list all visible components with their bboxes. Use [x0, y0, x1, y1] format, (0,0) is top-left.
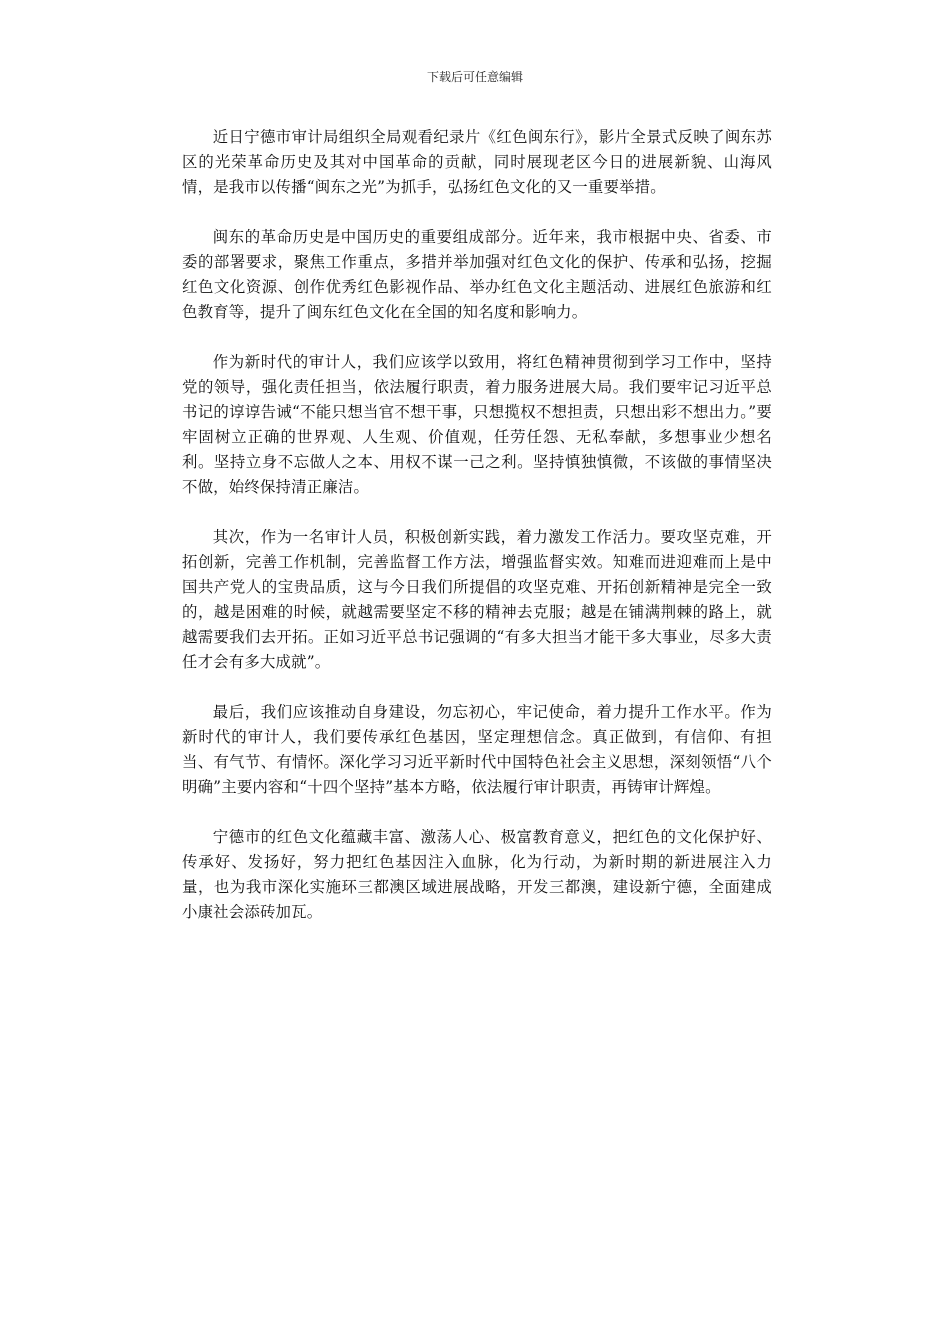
paragraph-3: 作为新时代的审计人，我们应该学以致用，将红色精神贯彻到学习工作中，坚持党的领导，强化责任担当，依法履行职责，着力服务进展大局。我们要牢记习近平总书记的谆谆告诫“不能只想当官不想干事，只想揽权不想担责，只想出彩不想出力。”要牢固树立正确的世界观、人生观、价值观，任劳任怨、无私奉献，多想事业少想名利。坚持立身不忘做人之本、用权不谋一己之利。坚持慎独慎微，不该做的事情坚决不做，始终保持清正廉洁。: [182, 353, 772, 496]
paragraph-4: 其次，作为一名审计人员，积极创新实践，着力激发工作活力。要攻坚克难，开拓创新，完善工作机制，完善监督工作方法，增强监督实效。知难而进迎难而上是中国共产党人的宝贵品质，这与今日我们所提倡的攻坚克难、开拓创新精神是完全一致的，越是困难的时候，就越需要坚定不移的精神去克服；越是在铺满荆棘的路上，就越需要我们去开拓。正如习近平总书记强调的“有多大担当才能干多大事业，尽多大责任才会有多大成就”。: [182, 528, 772, 671]
paragraph-2: 闽东的革命历史是中国历史的重要组成部分。近年来，我市根据中央、省委、市委的部署要求，聚焦工作重点，多措并举加强对红色文化的保护、传承和弘扬，挖掘红色文化资源、创作优秀红色影视作品、举办红色文化主题活动、进展红色旅游和红色教育等，提升了闽东红色文化在全国的知名度和影响力。: [182, 228, 772, 321]
paragraph-6: 宁德市的红色文化蕴藏丰富、激荡人心、极富教育意义，把红色的文化保护好、传承好、发扬好，努力把红色基因注入血脉，化为行动，为新时期的新进展注入力量，也为我市深化实施环三都澳区域进展战略，开发三都澳，建设新宁德，全面建成小康社会添砖加瓦。: [182, 828, 772, 921]
header-note: 下载后可任意编辑: [426, 70, 523, 84]
paragraph-1: 近日宁德市审计局组织全局观看纪录片《红色闽东行》，影片全景式反映了闽东苏区的光荣革命历史及其对中国革命的贡献，同时展现老区今日的进展新貌、山海风情，是我市以传播“闽东之光”为抓手，弘扬红色文化的又一重要举措。: [182, 128, 772, 196]
paragraph-5: 最后，我们应该推动自身建设，勿忘初心，牢记使命，着力提升工作水平。作为新时代的审计人，我们要传承红色基因，坚定理想信念。真正做到，有信仰、有担当、有气节、有情怀。深化学习习近平新时代中国特色社会主义思想，深刻领悟“八个明确”主要内容和“十四个坚持”基本方略，依法履行审计职责，再铸审计辉煌。: [182, 703, 772, 796]
document-body: [182, 125, 772, 950]
